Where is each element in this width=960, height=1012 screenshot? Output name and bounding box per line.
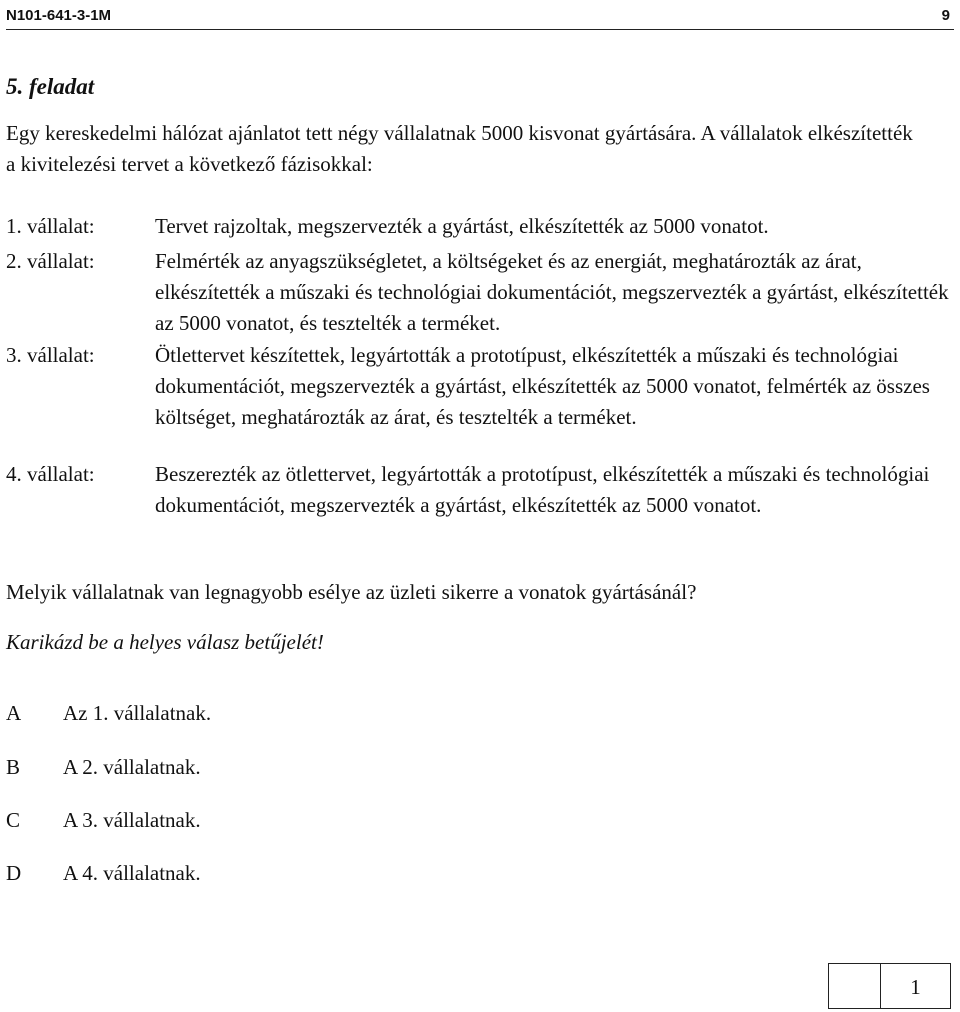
company-description: Tervet rajzoltak, megszervezték a gyártást, elkészítették az 5000 vonatot. <box>155 214 769 238</box>
task-intro: Egy kereskedelmi hálózat ajánlatot tett négy vállalatnak 5000 kisvonat gyártására. A vállalatok elkészítették a kivitelezési tervet a következő fázisokkal: <box>6 121 913 176</box>
option-letter[interactable]: A <box>6 701 22 725</box>
task-title: 5. feladat <box>6 74 95 99</box>
option-text: A 4. vállalatnak. <box>63 861 201 885</box>
company-label: 4. vállalat: <box>6 462 95 486</box>
option-text: A 2. vállalatnak. <box>63 755 201 779</box>
question-text: Melyik vállalatnak van legnagyobb esélye az üzleti sikerre a vonatok gyártásánál? <box>6 580 697 604</box>
document-code: N101-641-3-1M <box>6 7 112 24</box>
company-description: Ötlettervet készítettek, legyártották a prototípust, elkészítették a műszaki és technológiai dokumentációt, megszervezték a gyártást, elkészítették az 5000 vonatot, felmérték az összes költséget, meghatározták az árat, és tesztelték a terméket. <box>155 343 930 429</box>
option-letter[interactable]: B <box>6 755 21 779</box>
max-points: 1 <box>910 975 921 999</box>
page-number: 9 <box>941 7 950 24</box>
option-text: Az 1. vállalatnak. <box>63 701 212 725</box>
option-letter[interactable]: D <box>6 861 22 885</box>
company-description: Felmérték az anyagszükségletet, a költségeket és az energiát, meghatározták az árat, elkészítették a műszaki és technológiai dokumentációt, megszervezték a gyártást, elkészítették az 5000 vonatot, és tesztelték a terméket. <box>155 249 949 335</box>
company-label: 1. vállalat: <box>6 214 95 238</box>
option-letter[interactable]: C <box>6 808 21 832</box>
company-label: 2. vállalat: <box>6 249 95 273</box>
option-text: A 3. vállalatnak. <box>63 808 201 832</box>
company-label: 3. vállalat: <box>6 343 95 367</box>
instruction-text: Karikázd be a helyes válasz betűjelét! <box>6 630 324 654</box>
company-description: Beszerezték az ötlettervet, legyártották a prototípust, elkészítették a műszaki és technológiai dokumentációt, megszervezték a gyártást, elkészítették az 5000 vonatot. <box>155 462 930 517</box>
page-header <box>6 2 954 30</box>
score-box <box>828 963 951 1009</box>
